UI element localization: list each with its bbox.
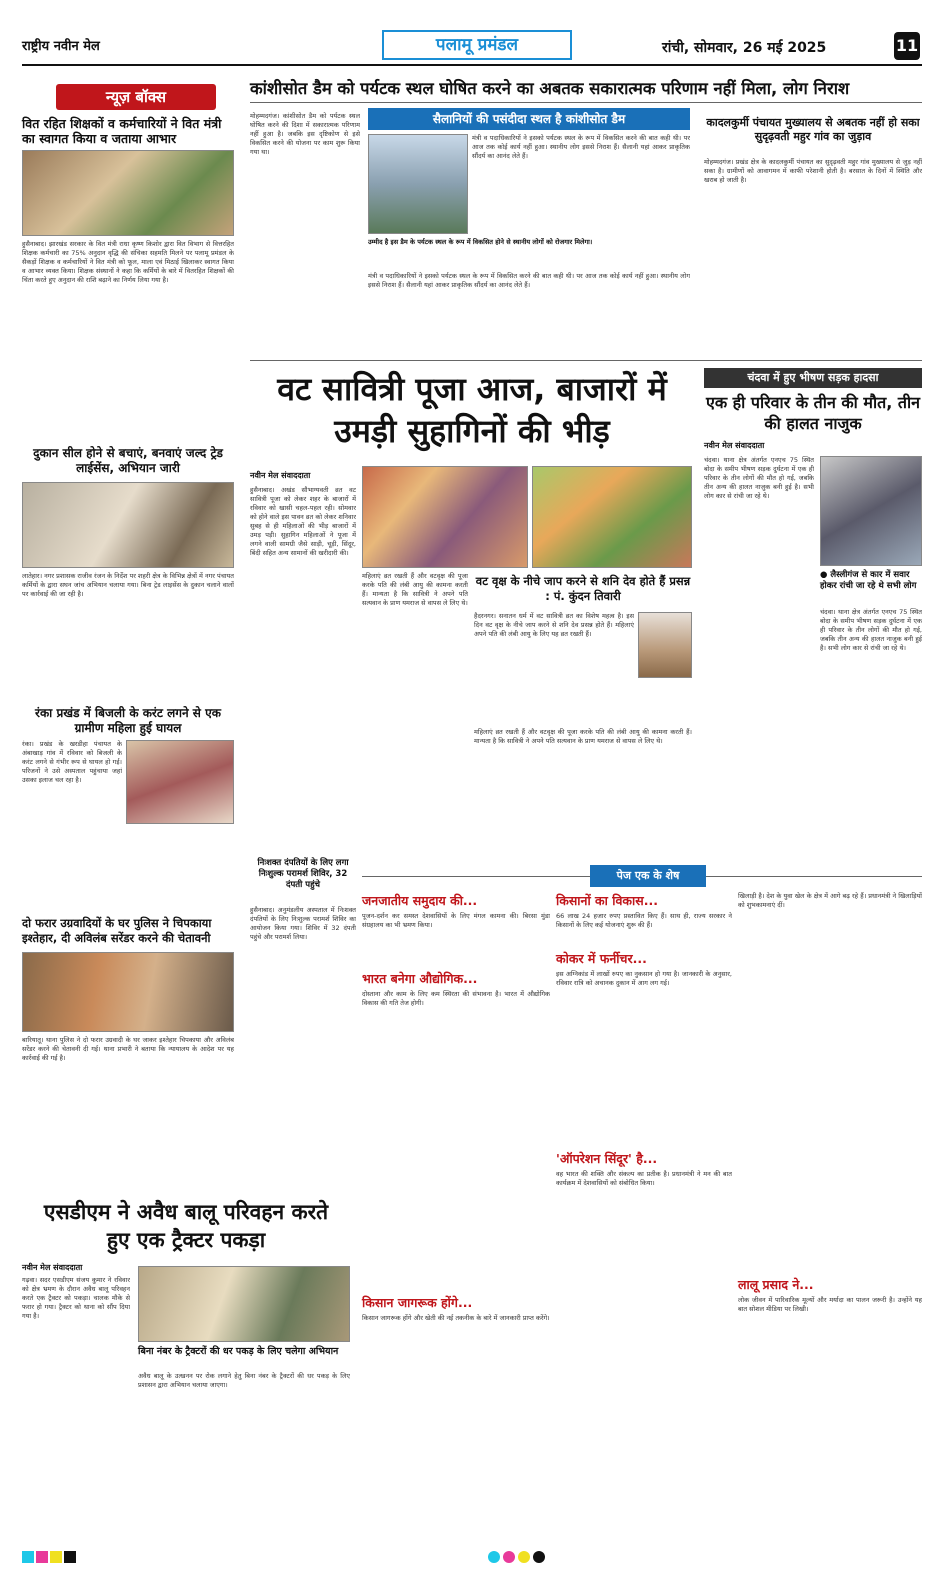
vat-byline: नवीन मेल संवाददाता: [250, 471, 311, 480]
black-swatch: [64, 1551, 76, 1563]
shesh-h7: लालू प्रसाद ने...: [738, 1277, 814, 1292]
cyan-dot: [488, 1551, 500, 1563]
nishulk-body: हुसैनाबाद। अनुमंडलीय अस्पताल में निःशक्त दंपतियों के लिए निःशुल्क परामर्श शिविर का आयोजन किया गया। शिविर में 32 दंपती पहुंचे और परामर्श लिया।: [250, 906, 356, 941]
photo-market-1: [362, 466, 528, 568]
vat-quote-body-2: महिलाएं व्रत रखती हैं और वटवृक्ष की पूजा करके पति की लंबी आयु की कामना करती हैं। मान्यता है कि सावित्री ने अपने पति सत्यवान के प्राण यमराज से वापस ले लिए थे।: [474, 728, 692, 745]
vat-body-2: महिलाएं व्रत रखती हैं और वटवृक्ष की पूजा करके पति की लंबी आयु की कामना करती हैं। मान्यता है कि सावित्री ने अपने पति सत्यवान के प्राण यमराज से वापस ले लिए थे।: [362, 572, 468, 607]
vat-quote-body: हैदरनगर। सनातन धर्म में वट सावित्री व्रत का विशेष महत्व है। इस दिन वट वृक्ष के नीचे जाप करने से शनि देव प्रसन्न होते हैं। महिलाएं अपने पति की लंबी आयु के लिए यह व्रत रखती हैं।: [474, 612, 634, 638]
news-box-label: न्यूज़ बॉक्स: [56, 84, 216, 110]
left-body-4: बारियातू। थाना पुलिस ने दो फरार उग्रवादी के घर जाकर इश्तेहार चिपकाया और अविलंब सरेंडर करने की चेतावनी दी गई। थाना प्रभारी ने बताया कि न्यायालय के आदेश पर यह कार्रवाई की गई है।: [22, 1036, 234, 1062]
cyan-swatch: [22, 1551, 34, 1563]
photo-minister-welcome: [22, 150, 234, 236]
shesh-h3: किसान जागरूक होंगे...: [362, 1295, 473, 1310]
nishulk-headline: निःशक्त दंपतियों के लिए लगा निःशुल्क परामर्श शिविर, 32 दंपती पहुंचे: [257, 858, 349, 890]
sdm-headline: एसडीएम ने अवैध बालू परिवहन करते हुए एक ट्रैक्टर पकड़ा: [43, 1200, 329, 1252]
dam-intro: मंत्री व पदाधिकारियों ने इसको पर्यटक स्थल के रूप में विकसित करने की बात कही थी। पर आज तक कोई कार्य नहीं हुआ। स्थानीय लोग इससे निराश हैं। सैलानी यहां आकर प्राकृतिक सौंदर्य का आनंद लेते हैं।: [472, 134, 690, 160]
top-banner: कांशीसोत डैम को पर्यटक स्थल घोषित करने का अबतक सकारात्मक परिणाम नहीं मिला, लोग निराश: [250, 79, 850, 98]
sdm-byline: नवीन मेल संवाददाता: [22, 1263, 83, 1272]
shesh-b7: लोक जीवन में पारिवारिक मूल्यों और मर्यादा का पालन जरूरी है। उन्होंने यह बात सोशल मीडिया पर लिखी।: [738, 1296, 922, 1313]
vat-quote-headline: वट वृक्ष के नीचे जाप करने से शनि देव होते हैं प्रसन्न : पं. कुंदन तिवारी: [475, 574, 691, 603]
vat-headline: वट सावित्री पूजा आज, बाजारों में उमड़ी सुहागिनों की भीड़: [277, 370, 667, 450]
black-dot: [533, 1551, 545, 1563]
sdm-subbody: अवैध बालू के उत्खनन पर रोक लगाने हेतु बिना नंबर के ट्रैक्टरों की धर पकड़ के लिए प्रशासन द्वारा अभियान चलाया जाएगा।: [138, 1372, 350, 1389]
print-registration-marks: [22, 1548, 922, 1564]
photo-license-drive: [22, 482, 234, 568]
photo-injured-woman: [126, 740, 234, 824]
shesh-h4: किसानों का विकास...: [556, 893, 658, 908]
dam-lede: मोहम्मदगंज। कांशीसोत डैम को पर्यटक स्थल घोषित करने की दिशा में सकारात्मक परिणाम नहीं हुआ है। जबकि इस दृष्टिकोण से इसे विकसित करने की योजना पर काम शुरू किया गया था।: [250, 112, 360, 156]
yellow-dot: [518, 1551, 530, 1563]
sdm-subhead: बिना नंबर के ट्रैक्टरों की धर पकड़ के लिए चलेगा अभियान: [138, 1346, 339, 1357]
chandwa-kicker: चंदवा में हुए भीषण सड़क हादसा: [704, 368, 922, 388]
shesh-h5: कोकर में फर्नीचर...: [556, 951, 647, 966]
kadal-headline: कादलकुर्मी पंचायत मुख्यालय से अबतक नहीं हो सका सुदृढ़वती महुर गांव का जुड़ाव: [706, 116, 920, 143]
shesh-h1: जनजातीय समुदाय की...: [362, 893, 478, 908]
left-body-3: रंका। प्रखंड के खरडीहा पंचायत के अंबाखाड़ गांव में रविवार को बिजली के करंट लगने से गंभीर रूप से घायल हो गई। परिजनों ने उसे अस्पताल पहुंचाया जहां उसका इलाज चल रहा है।: [22, 740, 122, 784]
dam-caption: उम्मीद है इस डैम के पर्यटक स्थल के रूप में विकसित होने से स्थानीय लोगों को रोजगार मिलेगा।: [368, 238, 593, 246]
page-one-remainder-label: पेज एक के शेष: [590, 865, 706, 887]
magenta-swatch: [36, 1551, 48, 1563]
photo-accident-car: [820, 456, 922, 566]
chandwa-body-2: चंदवा। थाना क्षेत्र अंतर्गत एनएच 75 स्थित बोदा के समीप भीषण सड़क दुर्घटना में एक ही परिवार के तीन लोगों की मौत हो गई, जबकि तीन अन्य की हालत नाजुक बनी हुई है। सभी लोग कार से रांची जा रहे थे।: [820, 608, 922, 652]
shesh-b2: दोस्ताना और काम के लिए कम स्थिरता की संभावना है। भारत में औद्योगिक विकास की गति तेज होगी।: [362, 990, 550, 1007]
chandwa-headline: एक ही परिवार के तीन की मौत, तीन की हालत नाजुक: [705, 393, 921, 433]
shesh-b5: इस अग्निकांड में लाखों रुपए का नुकसान हो गया है। जानकारी के अनुसार, रविवार रात्रि को अचानक दुकान में आग लग गई।: [556, 970, 732, 987]
section-title: पलामू प्रमंडल: [382, 30, 572, 60]
left-headline-2: दुकान सील होने से बचाएं, बनवाएं जल्द ट्रेड लाईसेंस, अभियान जारी: [33, 446, 223, 475]
left-body-2: लातेहार। नगर प्रशासक राजीव रंजन के निर्देश पर शहरी क्षेत्र के विभिन्न क्षेत्रों में नगर पंचायत कर्मियों के द्वारा सघन जांच अभियान चलाया गया। बिना ट्रेड लाइसेंस के दुकान चलाने वालों पर कार्रवाई की जा रही है।: [22, 572, 234, 598]
photo-pandit: [638, 612, 692, 678]
dam-columns: मंत्री व पदाधिकारियों ने इसको पर्यटक स्थल के रूप में विकसित करने की बात कही थी। पर आज तक कोई कार्य नहीं हुआ। स्थानीय लोग इससे निराश हैं। सैलानी यहां आकर प्राकृतिक सौंदर्य का आनंद लेते हैं।: [368, 272, 690, 289]
section-rule: [250, 360, 922, 361]
left-headline-1: वित रहित शिक्षकों व कर्मचारियों ने वित मंत्री का स्वागत किया व जताया आभार: [22, 116, 222, 146]
left-body-1: हुसैनाबाद। झारखंड सरकार के वित मंत्री राधा कृष्ण किशोर द्वारा वित विभाग से वित्तरहित शिक्षक कर्मचारी का 75% अनुदान वृद्धि की संचिका सहमति मिलने पर पलामू प्रमंडल के सैकड़ों शिक्षक व कर्मचारियों ने वित मंत्री को फूल, माला एवं मिठाई खिलाकर स्वागत किया व आभार व्यक्त किया। शिक्षक संस्थानों ने कहा कि कर्मियों के बारे में वितरहित शिक्षकों की चिंता करते हुए अनुदान की राशि बढ़ाने का निर्णय लिया गया है।: [22, 240, 234, 284]
photo-police-notice: [22, 952, 234, 1032]
shesh-b3: किसान जागरूक होंगे और खेती की नई तकनीक के बारे में जानकारी प्राप्त करेंगे।: [362, 1314, 550, 1322]
masthead: [22, 30, 922, 66]
kadal-body: मोहम्मदगंज। प्रखंड क्षेत्र के कादलकुर्मी पंचायत का सुदृढ़वती महुर गांव मुख्यालय से जुड़ नहीं सका है। ग्रामीणों को आवागमन में काफी परेशानी होती है। बरसात के दिनों में स्थिति और खराब हो जाती है।: [704, 158, 922, 184]
shesh-h6: 'ऑपरेशन सिंदूर' है...: [556, 1151, 658, 1166]
shesh-b6: वह भारत की शक्ति और संकल्प का प्रतीक है। प्रधानमंत्री ने मन की बात कार्यक्रम में देशवासियों को संबोधित किया।: [556, 1170, 732, 1187]
shesh-b4: 66 लाख 24 हजार रुपए प्रस्तावित किए हैं। साथ ही, राज्य सरकार ने किसानों के लिए कई योजनाएं शुरू की हैं।: [556, 912, 732, 929]
photo-market-2: [532, 466, 692, 568]
shesh-h2: भारत बनेगा औद्योगिक...: [362, 971, 478, 986]
sdm-body: गढ़वा। सदर एसडीएम संजय कुमार ने रविवार को क्षेत्र भ्रमण के दौरान अवैध बालू परिवहन करते एक ट्रैक्टर को पकड़ा। चालक मौके से फरार हो गया। ट्रैक्टर को थाना को सौंप दिया गया है।: [22, 1276, 130, 1320]
shesh-b1: पूजन-दर्शन कर समस्त देशवासियों के लिए मंगल कामना की। बिरसा मुंडा संग्रहालय का भी भ्रमण किया।: [362, 912, 550, 929]
page-number: 11: [894, 32, 920, 60]
photo-tractor-seized: [138, 1266, 350, 1342]
photo-dam: [368, 134, 468, 234]
chandwa-body: चंदवा। थाना क्षेत्र अंतर्गत एनएच 75 स्थित बोदा के समीप भीषण सड़क दुर्घटना में एक ही परिवार के तीन लोगों की मौत हो गई, जबकि तीन अन्य की हालत नाजुक बनी हुई है। सभी लोग कार से रांची जा रहे थे।: [704, 456, 814, 500]
shesh-b8: खिलाड़ी है। देश के युवा खेल के क्षेत्र में आगे बढ़ रहे हैं। प्रधानमंत्री ने खिलाड़ियों को शुभकामनाएं दीं।: [738, 892, 922, 909]
dam-strip: सैलानियों की पसंदीदा स्थल है कांशीसोत डैम: [368, 108, 690, 130]
banner-rule: [250, 102, 922, 103]
vat-body: हुसैनाबाद। अखंड सौभाग्यवती व्रत वट सावित्री पूजा को लेकर शहर के बाजारों में रविवार को खासी चहल-पहल रही। सोमवार को होने वाले इस पावन व्रत को लेकर शनिवार सुबह से ही महिलाओं की भीड़ बाजारों में उमड़ पड़ी। सुहागिन महिलाओं ने पूजा में लगने वाली सामग्री जैसे साड़ी, चूड़ी, सिंदूर, बिंदी सहित अन्य सामानों की खरीदारी की।: [250, 486, 356, 557]
brand-name: राष्ट्रीय नवीन मेल: [22, 39, 100, 54]
left-headline-4: दो फरार उग्रवादियों के घर पुलिस ने चिपकाया इश्तेहार, दी अविलंब सरेंडर करने की चेतावनी: [22, 916, 212, 945]
chandwa-caption: ● लैस्लीगंज से कार में सवार होकर रांची जा रहे थे सभी लोग: [820, 570, 917, 591]
dateline: रांची, सोमवार, 26 मई 2025: [662, 40, 827, 56]
chandwa-byline: नवीन मेल संवाददाता: [704, 441, 765, 450]
yellow-swatch: [50, 1551, 62, 1563]
left-headline-3: रंका प्रखंड में बिजली के करंट लगने से एक ग्रामीण महिला हुई घायल: [35, 706, 221, 735]
magenta-dot: [503, 1551, 515, 1563]
